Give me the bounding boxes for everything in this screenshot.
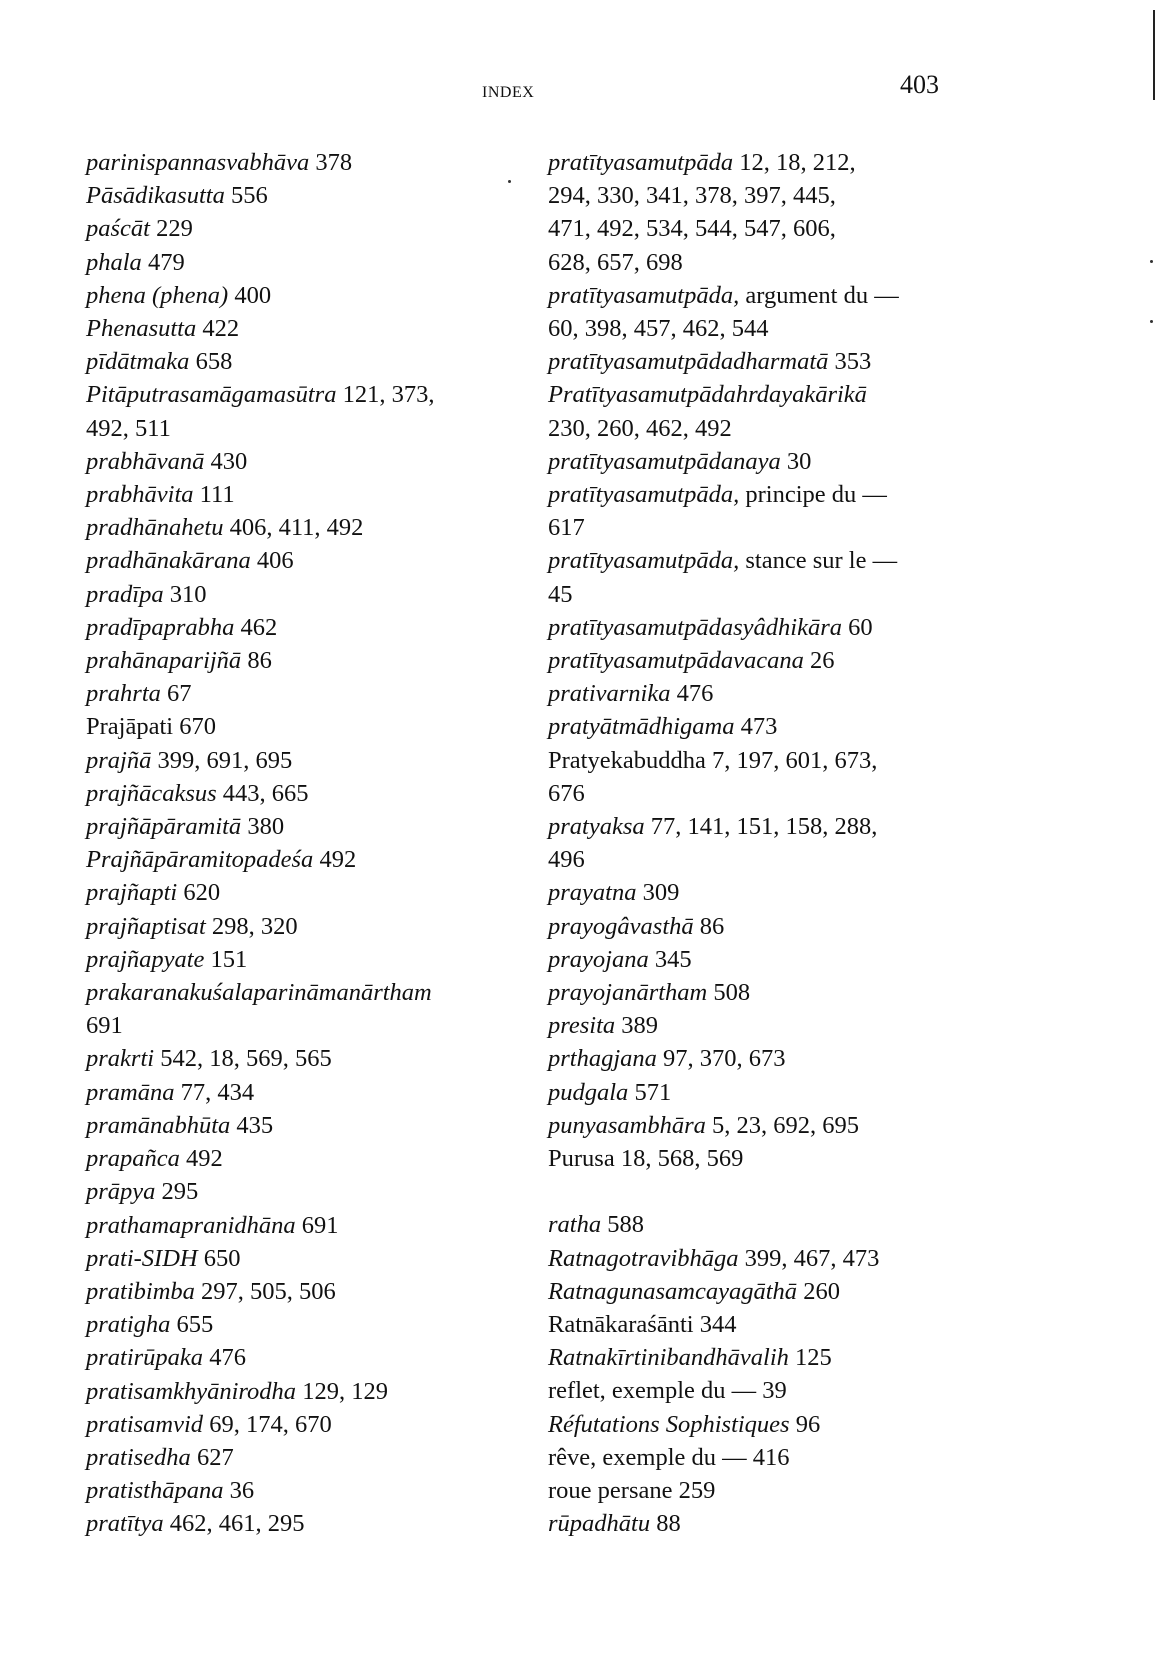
index-entry [86,1375,566,1408]
index-entry [86,876,566,909]
index-page-refs: 508 [713,979,751,1007]
index-page-refs: 670 [179,713,216,741]
index-entry [548,1341,1028,1374]
index-term: presita [548,1012,616,1040]
index-term: reflet, exemple du — [548,1377,757,1405]
index-term: pratītyasamutpādavacana [548,647,804,675]
index-entry [86,943,566,976]
index-term: prajñapti [86,879,178,907]
index-term: ratha [548,1211,602,1239]
index-term: pratisamvid [86,1410,204,1438]
index-page-refs: 378 [315,149,353,176]
index-page-refs: 620 [183,879,221,907]
index-entry [86,777,566,810]
index-entry-continuation [548,578,1028,611]
index-term: prāpya [86,1178,156,1206]
index-page-refs: 430 [210,447,248,475]
index-term: prayojanārtham [548,979,708,1007]
index-term: Pitāputrasamāgamasūtra [86,381,337,409]
index-page-refs: 400 [234,281,272,309]
scan-speck [1150,260,1153,263]
index-entry [86,1275,566,1308]
index-term: Pratyekabuddha [548,746,706,774]
index-term: pradhānahetu [86,514,224,542]
index-entry [86,1042,566,1075]
index-page-refs: 30 [786,447,812,475]
index-term: pratisthāpana [86,1477,224,1505]
index-term: prayatna [548,879,637,907]
index-entry [86,744,566,777]
index-page-refs: 344 [699,1310,737,1338]
index-page-refs: 298, 320 [211,912,298,940]
index-entry [86,1175,566,1208]
index-term: pīdātmaka [86,348,190,376]
index-page-refs: 479 [147,248,185,276]
index-entry-continuation [548,843,1028,876]
index-term: parinispannasvabhāva [86,149,310,176]
index-term: punyasambhāra [548,1111,706,1139]
index-page-refs: 259 [678,1476,716,1504]
index-page-refs: 556 [230,182,268,210]
index-entry [548,611,1028,644]
index-term: prativarnika [548,680,671,708]
index-entry [548,445,1028,478]
index-entry [86,179,566,212]
index-entry-continuation [548,511,1028,544]
index-term: paścāt [86,215,150,243]
index-page-refs: 230, 260, 462, 492 [548,414,732,442]
index-page-refs: 476 [676,680,714,708]
index-column-left [86,146,566,1541]
index-entry-continuation [548,212,1028,245]
index-entry [548,1507,1028,1540]
index-page-refs: 443, 665 [222,779,309,807]
index-page-refs: 125 [795,1344,832,1372]
index-term: prayojana [548,945,649,973]
index-term: pradīpa [86,580,164,608]
index-page-refs: 121, 373, [342,381,435,409]
index-entry [86,677,566,710]
index-entry [86,910,566,943]
index-page-refs: 295 [161,1178,199,1206]
index-page-refs: 462, 461, 295 [169,1510,305,1538]
index-page-refs: 476 [209,1344,246,1372]
index-page-refs: 39 [762,1377,787,1405]
index-entry [548,1408,1028,1441]
index-entry [548,1308,1028,1341]
index-term: pratītyasamutpāda, [548,547,740,575]
index-entry [86,445,566,478]
index-page-refs: 399, 691, 695 [157,746,293,774]
index-page-refs: 310 [169,580,207,608]
index-page-refs: 297, 505, 506 [201,1277,336,1305]
index-entry [86,312,566,345]
index-entry [86,279,566,312]
index-page-refs: 676 [548,779,585,807]
index-page-refs: 18, 568, 569 [620,1145,744,1173]
index-term: rêve, exemple du — [548,1443,747,1471]
index-term: pratītya [86,1510,164,1538]
index-term: phala [86,248,142,276]
index-page-refs: 492, 511 [86,414,171,442]
index-entry-continuation [548,777,1028,810]
index-entry [548,677,1028,710]
index-entry [548,1042,1028,1075]
index-page-refs: 60, 398, 457, 462, 544 [548,315,769,343]
index-page-refs: 492 [186,1145,223,1173]
index-entry [548,910,1028,943]
index-term: prajñāpāramitā [86,813,242,841]
index-page-refs: 86 [699,912,725,940]
index-term: pratibimba [86,1277,195,1305]
index-term: pratyātmādhigama [548,713,735,741]
index-page-refs: 96 [795,1410,821,1438]
index-page-refs: 399, 467, 473 [744,1244,880,1272]
index-page-refs: 229 [156,215,193,243]
index-page-refs: stance sur le — [745,547,898,575]
index-entry [86,212,566,245]
index-page-refs: 422 [202,315,240,343]
index-entry [86,544,566,577]
index-entry [86,810,566,843]
index-page-refs: 45 [548,580,573,608]
index-term: pratisamkhyānirodha [86,1377,297,1405]
index-page-refs: 111 [199,481,235,509]
index-entry [86,146,566,179]
index-term: prathamapranidhāna [86,1211,296,1239]
index-term: phena (phena) [86,281,229,309]
index-page-refs: 655 [176,1311,214,1339]
index-term: pratigha [86,1311,171,1339]
index-page-refs: 462 [240,613,278,641]
index-page-refs: 5, 23, 692, 695 [712,1111,860,1139]
index-entry [548,810,1028,843]
index-term: prahānaparijñā [86,647,242,675]
index-entry [86,710,566,743]
index-page-refs: 628, 657, 698 [548,248,683,276]
index-page-refs: 473 [740,713,778,741]
index-entry [548,544,1028,577]
index-entry [548,279,1028,312]
index-term: Ratnagunasamcayagāthā [548,1277,798,1305]
index-entry [86,1242,566,1275]
index-page-refs: 129, 129 [302,1377,388,1405]
index-entry [548,1208,1028,1241]
index-page-refs: 77, 434 [180,1078,255,1106]
index-entry [86,1209,566,1242]
index-term: Ratnakīrtinibandhāvalih [548,1344,789,1372]
index-term: prayogâvasthā [548,912,694,940]
index-page-refs: 416 [752,1443,790,1471]
index-page-refs: 658 [195,348,233,376]
index-entry [86,511,566,544]
index-entry [86,644,566,677]
index-page-refs: 69, 174, 670 [209,1410,332,1438]
running-head: INDEX [482,84,535,101]
index-entry [548,146,1028,179]
index-term: prabhāvanā [86,447,205,475]
index-term: prajñācaksus [86,779,217,807]
index-term: prakrti [86,1045,155,1073]
index-term: prajñaptisat [86,912,206,940]
index-page-refs: 406, 411, 492 [229,514,364,542]
index-term: Ratnagotravibhāga [548,1244,739,1272]
index-page-refs: 60 [848,613,873,641]
index-term: pratītyasamutpāda, [548,281,740,309]
index-entry [86,976,566,1009]
index-entry [86,1142,566,1175]
index-page-refs: 471, 492, 534, 544, 547, 606, [548,215,836,243]
index-entry [86,246,566,279]
index-page-refs: 627 [196,1443,234,1471]
index-term: prati-SIDH [86,1244,198,1272]
index-page-refs: 542, 18, 569, 565 [160,1045,332,1073]
index-entry [86,1076,566,1109]
index-term: pratītyasamutpāda, [548,481,740,509]
index-entry [548,744,1028,777]
index-entry [86,378,566,411]
index-entry-continuation [548,412,1028,445]
index-page-refs: 389 [621,1012,659,1040]
index-term: pratītyasamutpādadharmatā [548,348,829,376]
index-term: pratītyasamutpāda [548,149,734,176]
index-page-refs: 88 [656,1510,681,1538]
index-page-refs: 617 [548,514,585,542]
index-page-refs: 406 [256,547,294,575]
index-term: Prajñāpāramitopadeśa [86,846,314,874]
index-entry [548,1374,1028,1407]
index-entry [548,1275,1028,1308]
index-entry [548,1142,1028,1175]
index-term: prajñā [86,746,152,774]
index-entry [548,876,1028,909]
index-entry [86,478,566,511]
index-term: prthagjana [548,1045,657,1073]
index-page-refs: 67 [167,680,192,708]
index-page-refs: 345 [654,945,692,973]
index-entry [548,976,1028,1009]
index-entry [548,644,1028,677]
index-term: prapañca [86,1145,180,1173]
index-entry [86,1441,566,1474]
index-term: Réfutations Sophistiques [548,1410,790,1438]
index-page-refs: 151 [210,945,248,973]
index-page-refs: 77, 141, 151, 158, 288, [650,813,878,841]
index-page-refs: 380 [247,813,285,841]
index-entry [86,1474,566,1507]
index-term: Prajāpati [86,713,174,741]
index-page-refs: 588 [607,1211,644,1239]
index-term: pratītyasamutpādanaya [548,447,781,475]
index-page-refs: 260 [803,1277,840,1305]
index-term: Phenasutta [86,315,197,343]
index-term: pratisedha [86,1443,191,1471]
index-entry [86,1341,566,1374]
index-entry-continuation [548,179,1028,212]
index-term: pratītyasamutpādasyâdhikāra [548,613,842,641]
index-term: Purusa [548,1145,615,1173]
index-term: roue persane [548,1476,673,1504]
index-term: pudgala [548,1078,629,1106]
index-entry [548,1109,1028,1142]
index-page-refs: 97, 370, 673 [663,1045,786,1073]
index-term: pramāna [86,1078,175,1106]
index-entry [86,345,566,378]
index-term: prakaranakuśalaparināmanārtham [86,979,432,1007]
index-term: Pāsādikasutta [86,182,225,210]
section-gap [548,1175,1028,1208]
index-entry [548,1242,1028,1275]
index-term: prajñapyate [86,945,205,973]
index-term: prabhāvita [86,481,194,509]
index-entry [86,1109,566,1142]
index-term: pramānabhūta [86,1111,231,1139]
index-entry-continuation [86,412,566,445]
index-entry [548,1009,1028,1042]
index-entry [548,1441,1028,1474]
index-term: pratirūpaka [86,1344,204,1372]
index-page-refs: 36 [229,1477,255,1505]
index-entry [86,611,566,644]
index-page-refs: 650 [203,1244,241,1272]
index-page-refs: 496 [548,846,585,874]
index-entry [86,1308,566,1341]
index-term: pratyaksa [548,813,645,841]
index-term: rūpadhātu [548,1510,651,1538]
index-entry [548,378,1028,411]
index-entry-continuation [86,1009,566,1042]
index-page-refs: 691 [86,1012,123,1040]
index-entry [548,1076,1028,1109]
index-entry [86,578,566,611]
index-page-refs: 12, 18, 212, [739,149,856,176]
index-term: Pratītyasamutpādahrdayakārikā [548,381,867,409]
index-page-refs: 435 [236,1111,274,1139]
scan-speck [508,180,511,183]
index-entry [548,478,1028,511]
index-page-refs: 492 [319,846,357,874]
index-entry [548,710,1028,743]
index-term: pradhānakārana [86,547,251,575]
index-entry [548,1474,1028,1507]
index-page-refs: 26 [810,647,835,675]
index-entry-continuation [548,312,1028,345]
index-entry-continuation [548,246,1028,279]
index-entry [548,345,1028,378]
index-page-refs: 7, 197, 601, 673, [711,746,878,774]
index-page-refs: 294, 330, 341, 378, 397, 445, [548,182,836,210]
index-entry [548,943,1028,976]
index-page-refs: 571 [634,1078,672,1106]
index-page-refs: principe du — [745,481,887,509]
index-entry [86,1507,566,1540]
scan-speck [1150,320,1153,323]
index-page-refs: 309 [642,879,680,907]
index-entry [86,1408,566,1441]
index-column-right [548,146,1028,1540]
index-term: prahrta [86,680,161,708]
index-term: Ratnākaraśānti [548,1310,694,1338]
index-term: pradīpaprabha [86,613,235,641]
index-page-refs: 691 [301,1211,339,1239]
page-number: 403 [900,70,939,99]
index-page-refs: argument du — [745,281,899,309]
index-page-refs: 86 [247,647,272,675]
index-page-refs: 353 [834,348,872,376]
margin-rule [1153,10,1155,100]
index-entry [86,843,566,876]
